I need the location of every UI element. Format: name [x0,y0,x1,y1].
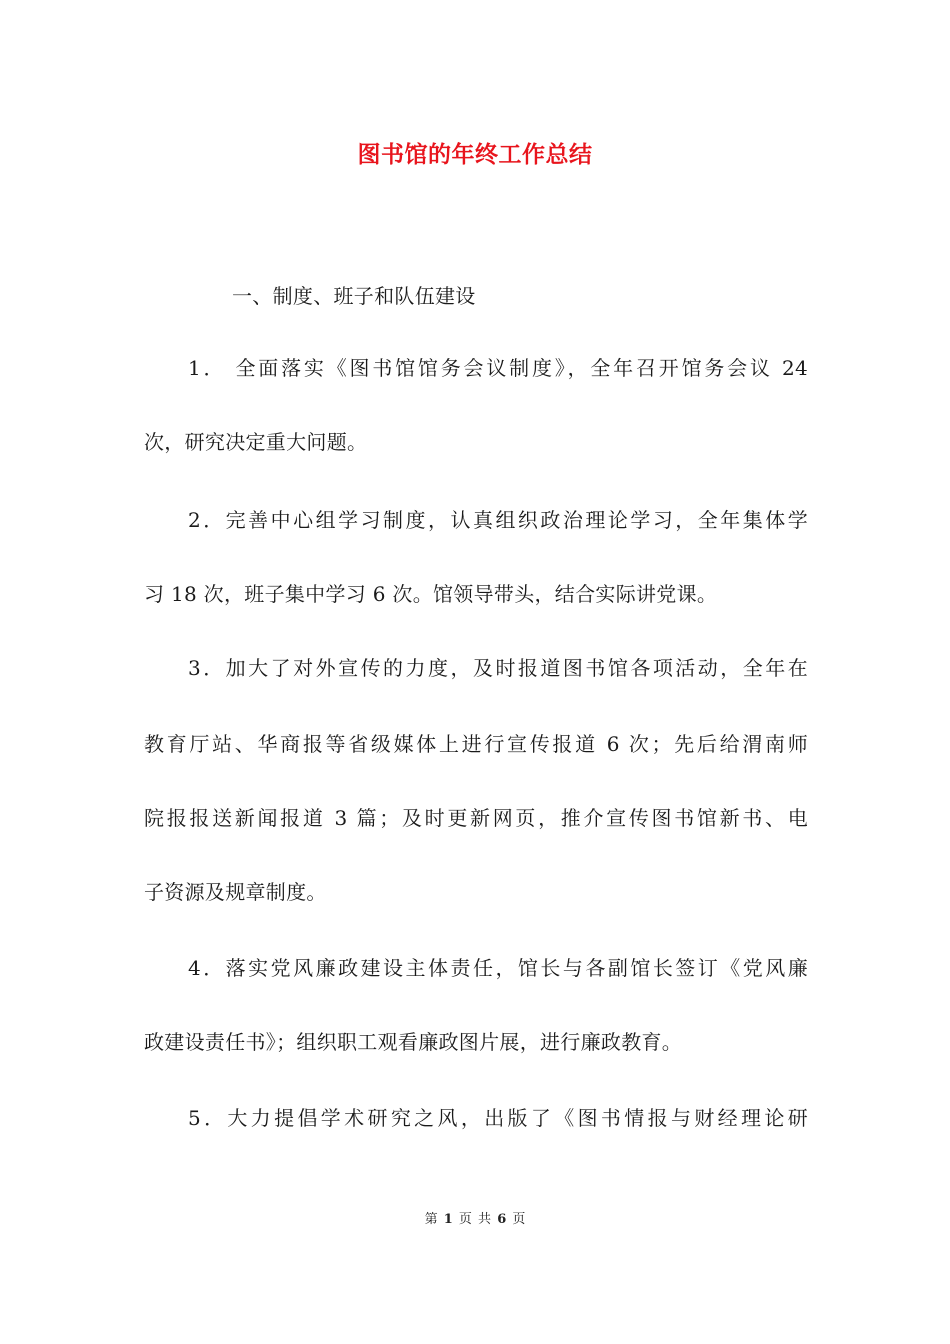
paragraph-line: 1． 全面落实《图书馆馆务会议制度》，全年召开馆务会议 24 [188,356,808,380]
paragraph-line: 次，研究决定重大问题。 [144,430,368,454]
paragraph-line: 习 18 次，班子集中学习 6 次。馆领导带头，结合实际讲党课。 [144,582,718,606]
paragraph-line: 4．落实党风廉政建设主体责任，馆长与各副馆长签订《党风廉 [188,956,808,980]
footer-total-pages: 6 [497,1212,507,1227]
paragraph-line: 3．加大了对外宣传的力度，及时报道图书馆各项活动，全年在 [188,656,808,680]
document-title: 图书馆的年终工作总结 [357,142,593,168]
paragraph-line: 院报报送新闻报道 3 篇；及时更新网页，推介宣传图书馆新书、电 [144,806,808,830]
footer-middle: 页 共 [458,1212,492,1227]
footer-prefix: 第 [424,1212,438,1227]
paragraph-line: 子资源及规章制度。 [144,880,327,904]
footer-suffix: 页 [512,1212,526,1227]
paragraph-line: 5．大力提倡学术研究之风，出版了《图书情报与财经理论研 [188,1106,808,1130]
paragraph-line: 政建设责任书》；组织职工观看廉政图片展，进行廉政教育。 [144,1030,683,1054]
section-heading: 一、制度、班子和队伍建设 [232,284,476,308]
page-footer [0,1208,950,1227]
paragraph-line: 教育厅站、华商报等省级媒体上进行宣传报道 6 次；先后给渭南师 [144,732,808,756]
footer-current-page: 1 [443,1212,453,1227]
paragraph-line: 2．完善中心组学习制度，认真组织政治理论学习，全年集体学 [188,508,808,532]
